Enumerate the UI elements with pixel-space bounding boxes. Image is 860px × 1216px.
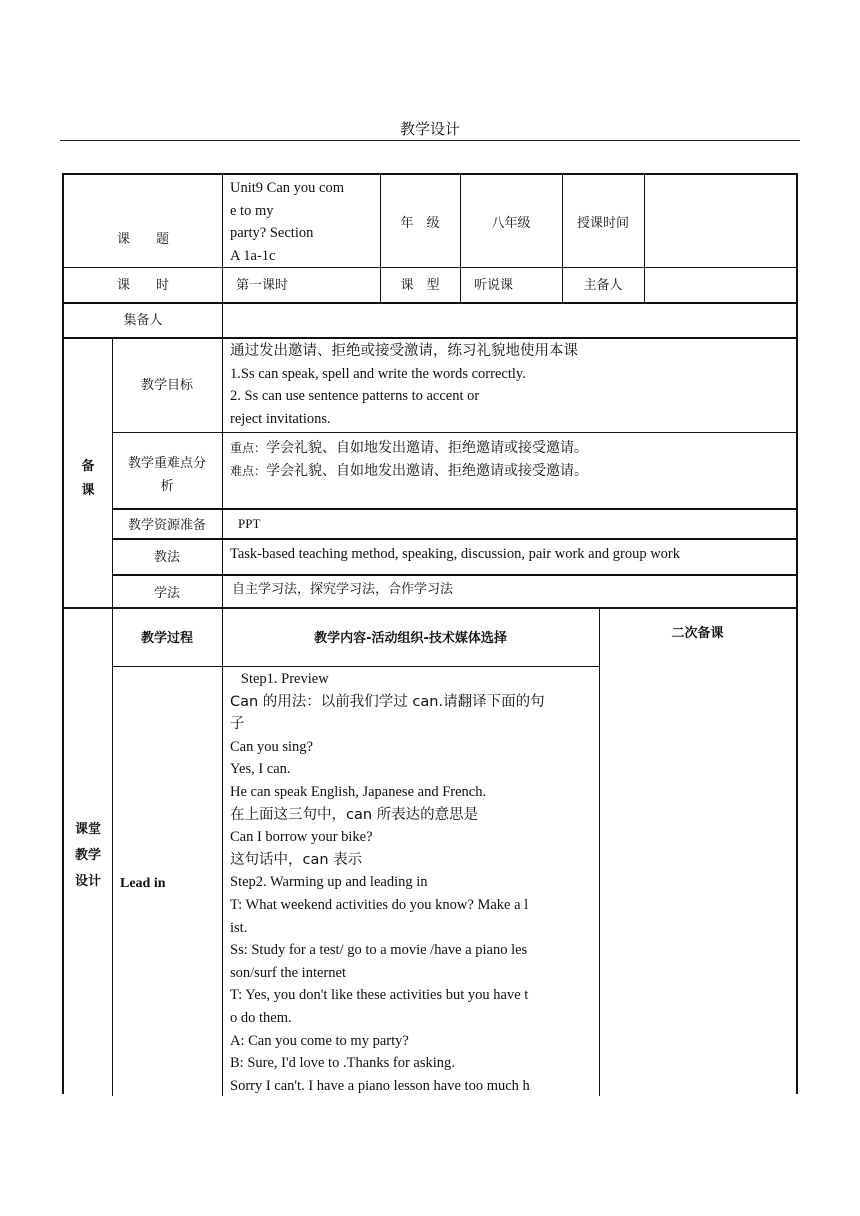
resources-label: 教学资源准备 xyxy=(127,518,206,533)
prep-label-char: 备 xyxy=(81,459,95,474)
keypoints-label-line: 析 xyxy=(160,479,174,494)
topic-line: A 1a-1c xyxy=(230,247,276,264)
content-line: Yes, I can. xyxy=(230,761,291,778)
key-text: 学会礼貌、自如地发出邀请、拒绝邀请或接受邀请。 xyxy=(266,440,589,456)
topic-line: e to my xyxy=(230,202,274,219)
topic-label: 课 题 xyxy=(116,232,169,247)
method-value: Task-based teaching method, speaking, discussion, pair work and group work xyxy=(230,546,680,562)
preparer-label: 主备人 xyxy=(583,278,623,293)
content-line: Can you sing? xyxy=(230,738,313,755)
divider xyxy=(64,337,796,339)
collective-label: 集备人 xyxy=(123,313,163,328)
goal-line: reject invitations. xyxy=(230,410,331,427)
keypoints-label xyxy=(112,452,222,498)
content-line: T: What weekend activities do you know? Make a l xyxy=(230,896,529,913)
content-line: Can 的用法：以前我们学过 can.请翻译下面的句 xyxy=(230,693,545,710)
content-line: B: Sure, I'd love to .Thanks for asking. xyxy=(230,1055,455,1072)
goals-value xyxy=(230,340,796,430)
keypoints-label-line: 教学重难点分 xyxy=(127,456,206,471)
class-time-label: 授课时间 xyxy=(576,216,629,231)
divider xyxy=(112,432,796,433)
content-line: Sorry I can't. I have a piano lesson have too much h xyxy=(230,1077,530,1094)
topic-line: party? Section xyxy=(230,225,314,242)
content-line: o do them. xyxy=(230,1009,292,1026)
topic-value xyxy=(230,177,380,267)
classroom-label-line: 教学 xyxy=(74,848,101,863)
key-prefix: 重点： xyxy=(230,441,267,455)
topic-line: Unit9 Can you com xyxy=(230,180,344,196)
content-line: son/surf the internet xyxy=(230,964,346,981)
goal-line: 2. Ss can use sentence patterns to accent or xyxy=(230,388,480,405)
content-line: T: Yes, you don't like these activities but you have t xyxy=(230,987,529,1004)
divider xyxy=(222,338,223,1096)
prep-section-label xyxy=(64,455,112,503)
content-line: Ss: Study for a test/ go to a movie /have a piano les xyxy=(230,942,528,959)
lesson-content xyxy=(230,668,598,1097)
content-line: 这句话中，can 表示 xyxy=(230,851,363,868)
keypoints-value xyxy=(230,437,796,483)
goal-line: 通过发出邀请、拒绝或接受激请，练习礼貌地使用本课 xyxy=(230,343,578,359)
period-label: 课 时 xyxy=(116,278,169,293)
content-line: ist. xyxy=(230,919,248,936)
content-line: 子 xyxy=(230,716,245,733)
content-line: A: Can you come to my party? xyxy=(230,1032,409,1049)
difficult-point xyxy=(230,460,796,483)
grade-value: 八年级 xyxy=(491,216,531,231)
page-header xyxy=(60,116,800,141)
divider xyxy=(222,303,223,338)
page-title: 教学设计 xyxy=(399,120,460,138)
divider xyxy=(460,175,461,303)
content-line: 在上面这三句中，can 所表达的意思是 xyxy=(230,806,479,823)
divider xyxy=(112,574,796,576)
divider xyxy=(222,175,223,303)
second-prep-header: 二次备课 xyxy=(671,626,724,641)
divider xyxy=(64,607,796,609)
divider xyxy=(599,608,600,1096)
content-line: Step1. Preview xyxy=(230,671,329,687)
key-point xyxy=(230,437,796,460)
content-line: Step2. Warming up and leading in xyxy=(230,874,428,891)
content-header: 教学内容-活动组织-技术媒体选择 xyxy=(314,631,507,646)
process-header: 教学过程 xyxy=(140,631,193,646)
divider xyxy=(64,302,796,304)
period-value: 第一课时 xyxy=(236,278,289,293)
learning-method-label: 学法 xyxy=(153,586,180,601)
type-label: 课 型 xyxy=(400,278,440,293)
goals-label: 教学目标 xyxy=(140,378,193,393)
divider xyxy=(112,508,796,510)
method-label: 教法 xyxy=(153,550,180,565)
goal-line: 1.Ss can speak, spell and write the words correctly. xyxy=(230,365,526,382)
grade-label: 年 级 xyxy=(400,216,440,231)
resources-value: PPT xyxy=(238,516,261,531)
diff-prefix: 难点： xyxy=(230,464,267,478)
type-value: 听说课 xyxy=(474,278,514,293)
content-line: He can speak English, Japanese and French. xyxy=(230,783,487,800)
lesson-plan-table xyxy=(62,173,798,1094)
divider xyxy=(112,666,600,667)
divider xyxy=(112,538,796,540)
prep-label-char: 课 xyxy=(81,483,95,498)
classroom-section-label xyxy=(64,817,112,895)
divider xyxy=(64,267,796,268)
classroom-label-line: 课堂 xyxy=(74,822,101,837)
content-line: Can I borrow your bike? xyxy=(230,829,373,846)
diff-text: 学会礼貌、自如地发出邀请、拒绝邀请或接受邀请。 xyxy=(266,463,589,479)
stage-label: Lead in xyxy=(120,876,166,891)
divider xyxy=(644,175,645,303)
classroom-label-line: 设计 xyxy=(74,874,101,889)
learning-method-value: 自主学习法，探究学习法，合作学习法 xyxy=(232,582,454,597)
